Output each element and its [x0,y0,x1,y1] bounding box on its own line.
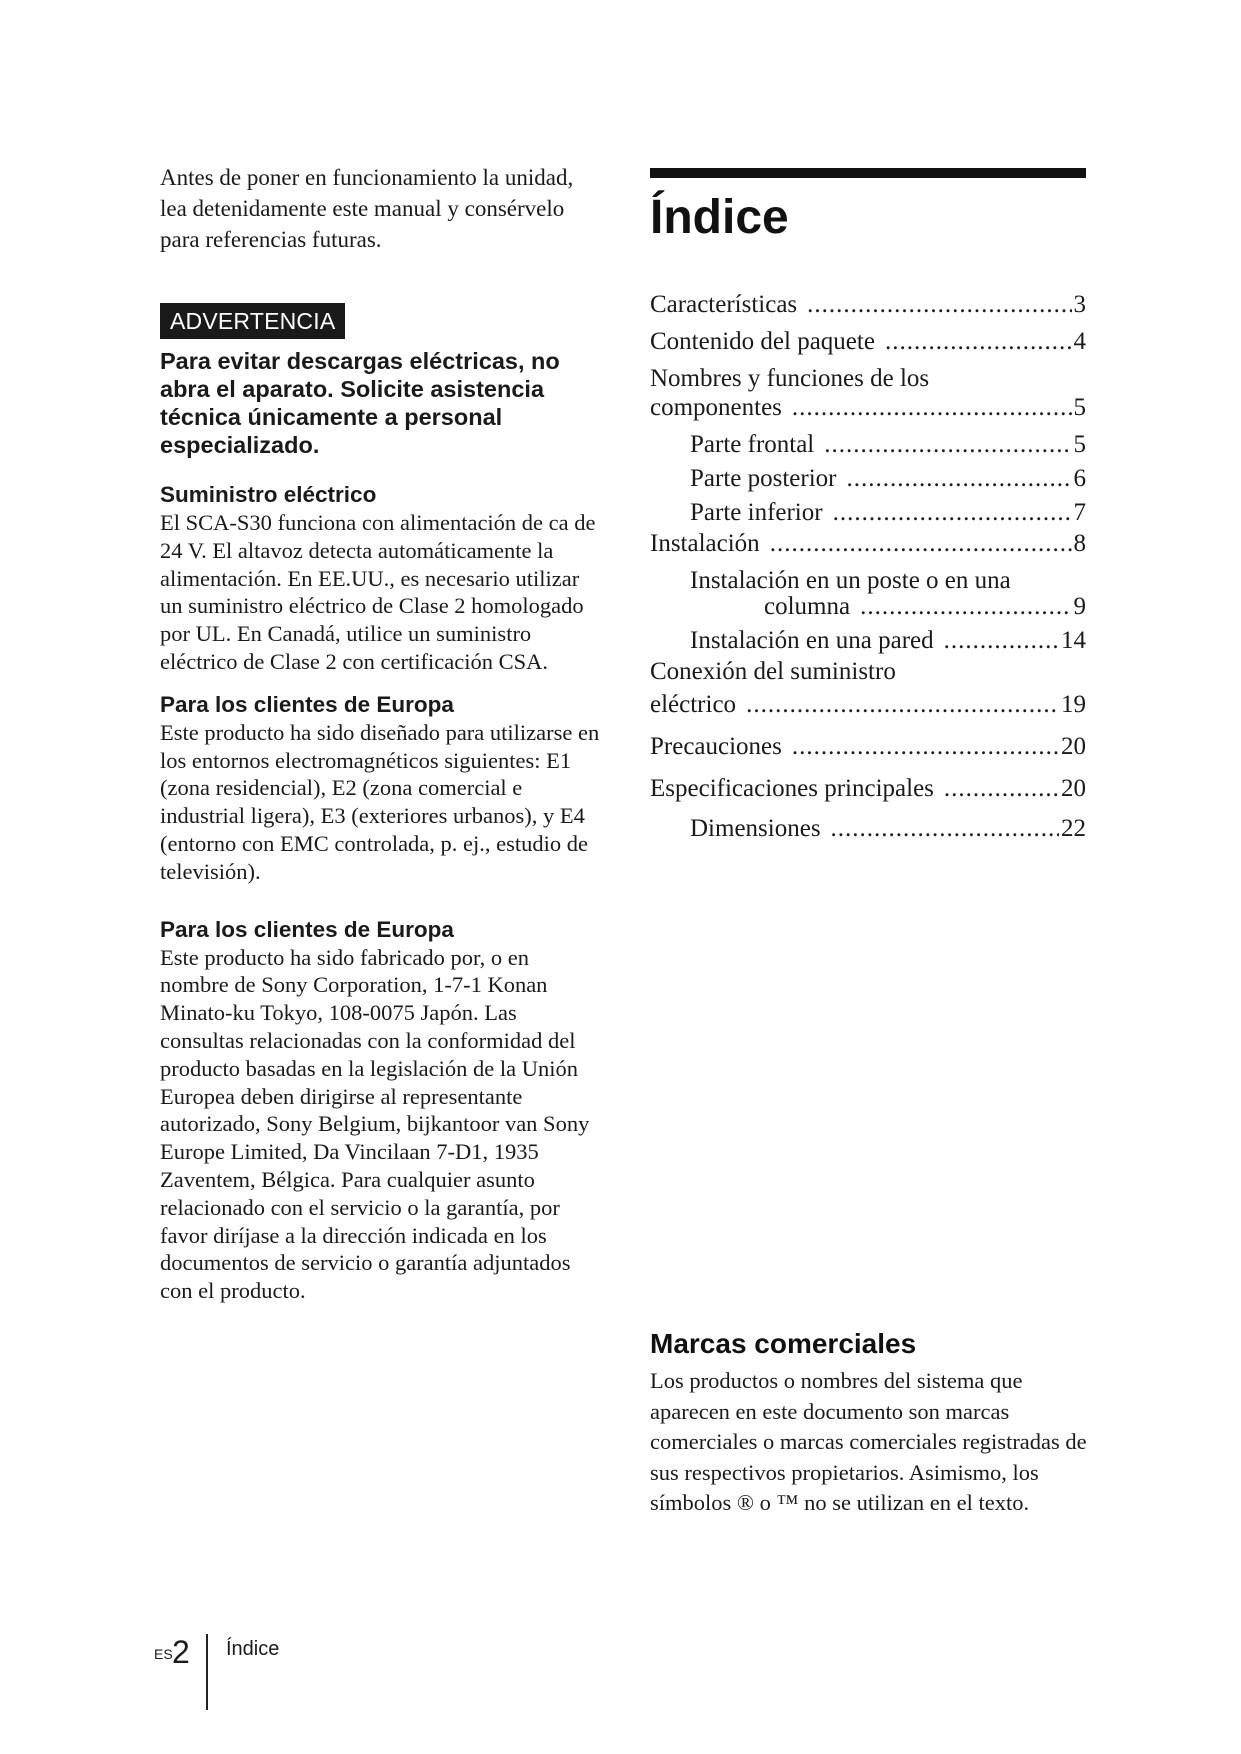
toc-entry-label: Parte inferior [690,499,823,526]
title-rule [650,168,1086,178]
footer-section-label: Índice [226,1638,280,1660]
toc-entry-label[interactable]: Nombres y funciones de los [650,365,930,392]
left-column [160,162,600,1305]
toc-entry-label[interactable]: Conexión del suministro [650,658,896,685]
toc-entry-label-cont: columna [764,593,851,620]
section-power-supply [160,481,600,676]
toc-entry-page: 3 [1073,291,1086,318]
toc-subentry[interactable] [764,592,1086,622]
trademarks-section [650,1327,1090,1519]
toc-leader [944,626,1059,656]
section-heading: Para los clientes de Europa [160,916,454,942]
toc-leader [792,393,1072,423]
toc-leader [846,464,1071,494]
toc-entry-page: 7 [1073,499,1086,526]
language-code: ES [154,1646,173,1662]
toc-subentry[interactable] [690,498,1086,528]
toc-entry-label: Instalación [650,530,760,557]
page-title: Índice [650,191,789,244]
toc-entry-page: 6 [1073,465,1086,492]
toc-subentry[interactable] [690,814,1086,844]
footer-divider [206,1634,208,1710]
toc-leader [885,327,1072,357]
toc-entry-page: 19 [1061,691,1086,718]
toc-entry-label: Parte frontal [690,431,815,458]
warning-text: Para evitar descargas eléctricas, no abra el aparato. Solicite asistencia técnica únicamente a personal especializado. [160,348,560,458]
toc-entry-label: Instalación en una pared [690,627,934,654]
toc-entry-label: Contenido del paquete [650,328,875,355]
toc-leader [831,814,1059,844]
warning-badge: ADVERTENCIA [160,303,345,339]
toc-entry-page: 22 [1061,815,1086,842]
toc-leader [860,592,1071,622]
toc-entry-page: 9 [1073,593,1086,620]
toc-entry-page: 14 [1061,627,1086,654]
toc-entry-label: Especificaciones principales [650,775,934,802]
toc-leader [746,690,1059,720]
toc-entry-page: 5 [1073,394,1086,421]
toc-subentry[interactable] [690,464,1086,494]
toc-entry[interactable] [650,690,1086,720]
trademarks-body: Los productos o nombres del sistema que aparecen en este documento son marcas comerciales o marcas comerciales registradas de sus respectivos propietarios. Asimismo, los símbolos ® o ™ no se utilizan en el texto. [650,1368,1087,1515]
toc-subentry-label[interactable]: Instalación en un poste o en una [690,567,1011,594]
toc-title-block [650,168,1086,246]
toc-leader [833,498,1072,528]
toc-leader [770,529,1072,559]
page-footer [154,1634,454,1714]
toc-entry-page: 8 [1073,530,1086,557]
toc-entry[interactable] [650,774,1086,804]
toc-leader [824,430,1071,460]
toc-entry-label: Precauciones [650,733,782,760]
section-body: El SCA-S30 funciona con alimentación de ca de 24 V. El altavoz detecta automáticamente la alimentación. En EE.UU., es necesario utilizar un suministro eléctrico de Clase 2 homologado por UL. En Canadá, utilice un suministro eléctrico de Clase 2 con certificación CSA. [160,510,596,674]
toc-leader [944,774,1059,804]
toc-entry-label: Parte posterior [690,465,837,492]
section-heading: Suministro eléctrico [160,482,377,507]
section-body: Este producto ha sido fabricado por, o en nombre de Sony Corporation, 1-7-1 Konan Minato-ku Tokyo, 108-0075 Japón. Las consultas relacionadas con la conformidad del producto basadas en la legislación de la Unión Europea deben dirigirse al representante autorizado, Sony Belgium, bijkantoor van Sony Europe Limited, Da Vincilaan 7-D1, 1935 Zaventem, Bélgica. Para cualquier asunto relacionado con el servicio o la garantía, por favor diríjase a la dirección indicada en los documentos de servicio o garantía adjuntados con el producto. [160,944,590,1304]
toc-entry-label: Dimensiones [690,815,821,842]
section-body: Este producto ha sido diseñado para utilizarse en los entornos electromagnéticos siguientes: E1 (zona residencial), E2 (zona comercial e industrial ligera), E3 (exteriores urbanos), y E4 (entorno con EMC controlada, p. ej., estudio de televisión). [160,719,600,884]
toc-entry-label-cont: eléctrico [650,691,737,718]
toc-entry-label-cont: componentes [650,394,782,421]
toc-entry-label: Características [650,291,798,318]
toc-entry-page: 5 [1073,431,1086,458]
toc-leader [792,732,1059,762]
section-heading: Para los clientes de Europa [160,691,454,717]
toc-entry[interactable] [650,290,1086,320]
page-number: 2 [172,1634,190,1670]
toc-entry[interactable] [650,393,1086,423]
toc-entry[interactable] [650,327,1086,357]
toc-entry[interactable] [650,732,1086,762]
toc-subentry[interactable] [690,430,1086,460]
section-europe-manufacturer [160,916,600,1305]
toc-entry-page: 4 [1073,328,1086,355]
toc-entry-page: 20 [1061,775,1086,802]
toc-entry-page: 20 [1061,733,1086,760]
section-europe-emc [160,691,600,886]
intro-text: Antes de poner en funcionamiento la unidad, lea detenidamente este manual y consérvelo para referencias futuras. [160,165,574,252]
toc-subentry[interactable] [690,626,1086,656]
toc-entry[interactable] [650,529,1086,559]
trademarks-heading: Marcas comerciales [650,1328,917,1359]
toc-leader [807,290,1071,320]
